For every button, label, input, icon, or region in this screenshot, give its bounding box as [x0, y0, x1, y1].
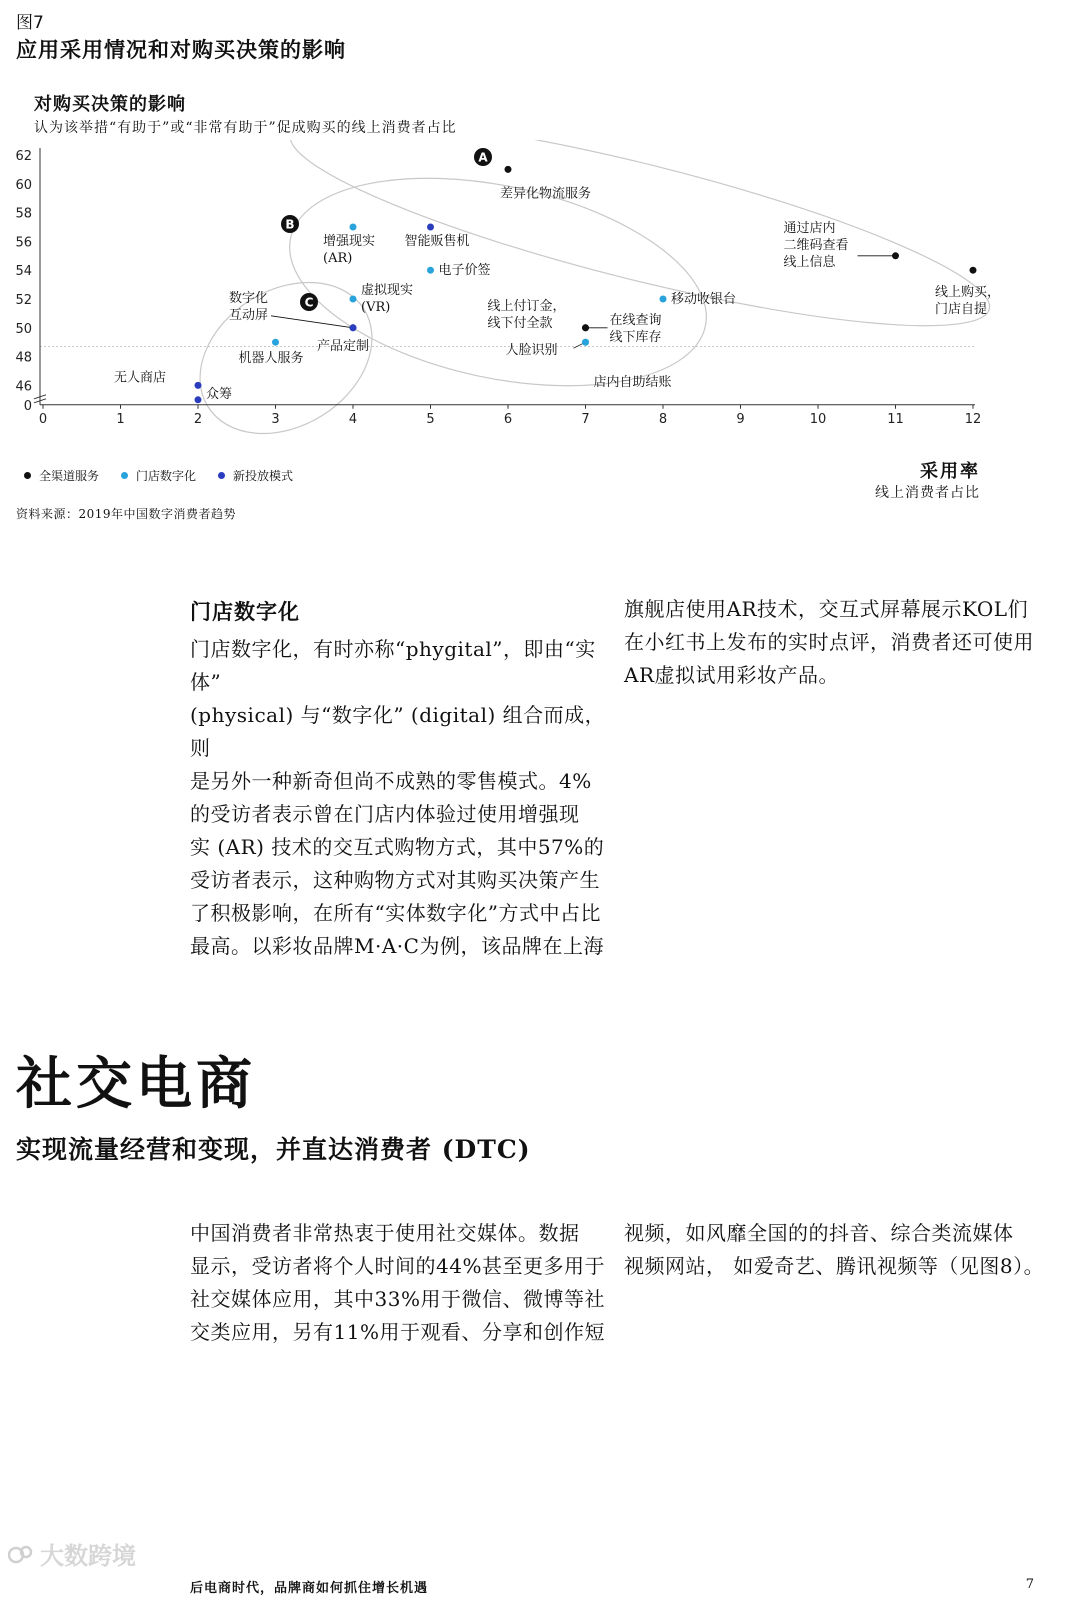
watermark-logo-icon: [8, 1543, 34, 1565]
x-axis-sublabel: 线上消费者占比: [875, 485, 980, 501]
data-point: [892, 252, 899, 259]
legend-item-new-delivery: [218, 467, 293, 484]
section1-left-line: 门店数字化，有时亦称“phygital”，即由“实体”: [190, 637, 596, 694]
data-point: [195, 382, 202, 389]
section2-right-paragraph: [624, 1217, 1054, 1283]
x-tick-label: 5: [426, 411, 435, 427]
x-tick-label: 1: [116, 411, 125, 427]
y-tick-label: 46: [15, 379, 32, 395]
data-point-label: 线下付全款: [487, 315, 553, 331]
section1-left-column: [190, 633, 610, 963]
legend-dot-omnichannel: [24, 472, 31, 479]
section1-right-line: 在小红书上发布的实时点评，消费者还可使用: [624, 630, 1034, 654]
chart-subtitle: 认为该举措“有助于”或“非常有助于”促成购买的线上消费者占比: [34, 120, 457, 136]
data-point: [195, 396, 202, 403]
data-point-label: 线上购买，: [935, 285, 1001, 301]
data-point-label: 增强现实: [323, 234, 376, 249]
data-point: [970, 267, 977, 274]
data-point-label: 互动屏: [229, 307, 269, 323]
section2-right-line: 视频，如风靡全国的的抖音、综合类流媒体: [624, 1221, 1014, 1245]
y-tick-label: 48: [15, 350, 32, 366]
data-point: [272, 339, 279, 346]
section1-left-line: 的受访者表示曾在门店内体验过使用增强现: [190, 802, 580, 826]
data-point-label: 线上付订金，: [487, 298, 566, 314]
y-tick-label: 56: [15, 235, 32, 251]
section1-left-line: 最高。以彩妆品牌M·A·C为例，该品牌在上海: [190, 934, 604, 958]
data-point-label: (AR): [323, 251, 353, 266]
legend-item-store-digital: [121, 467, 196, 484]
data-point-label: 差异化物流服务: [500, 186, 592, 202]
data-point-label: 在线查询: [609, 312, 662, 328]
data-point-label: 智能贩售机: [404, 234, 470, 249]
y-tick-label: 50: [15, 321, 32, 337]
data-point-label: 通过店内: [783, 220, 836, 236]
watermark-text: 大数跨境: [40, 1542, 136, 1570]
legend-label-omnichannel: 全渠道服务: [39, 469, 100, 483]
x-tick-label: 9: [736, 411, 745, 427]
data-point: [582, 339, 589, 346]
scatter-chart: [0, 140, 1080, 450]
data-point: [660, 296, 667, 303]
footer-title: 后电商时代，品牌商如何抓住增长机遇: [190, 1581, 429, 1596]
x-tick-label: 11: [887, 411, 904, 427]
data-point: [582, 324, 589, 331]
section2-left-column: [190, 1217, 610, 1349]
watermark: [8, 1536, 136, 1571]
x-tick-label: 7: [581, 411, 590, 427]
section1-left-line: 是另外一种新奇但尚不成熟的零售模式。4%: [190, 769, 592, 793]
x-axis-label: 采用率: [920, 461, 980, 482]
data-point: [427, 224, 434, 231]
x-tick-label: 6: [503, 411, 513, 427]
data-point-label: 移动收银台: [671, 292, 737, 307]
data-point: [350, 296, 357, 303]
y-tick-label: 0: [23, 398, 32, 414]
section2-right-line: 视频网站， 如爱奇艺、腾讯视频等（见图8）。: [624, 1254, 1045, 1278]
section-title-social-commerce: 社交电商: [16, 1051, 256, 1117]
x-tick-label: 10: [809, 411, 827, 427]
group-badge-letter: C: [304, 295, 314, 310]
data-point: [427, 267, 434, 274]
y-tick-label: 54: [15, 264, 32, 280]
data-point-label: 众筹: [206, 386, 233, 402]
x-tick-label: 3: [271, 411, 280, 427]
y-tick-label: 60: [15, 177, 32, 193]
x-tick-label: 8: [658, 411, 668, 427]
source-note: 资料来源：2019年中国数字消费者趋势: [16, 507, 237, 521]
legend-dot-store-digital: [121, 472, 128, 479]
x-tick-label: 0: [38, 411, 48, 427]
section2-left-line: 社交媒体应用，其中33%用于微信、微博等社: [190, 1287, 605, 1311]
section1-left-line: 实 (AR) 技术的交互式购物方式，其中57%的: [190, 835, 605, 859]
data-point-label: 无人商店: [114, 370, 167, 386]
figure-title: 应用采用情况和对购买决策的影响: [16, 37, 346, 62]
chart-legend: [24, 467, 293, 484]
x-tick-label: 2: [193, 411, 203, 427]
data-point-label: 电子价签: [438, 263, 491, 279]
data-point-label: 人脸识别: [505, 343, 558, 359]
section1-right-line: AR虚拟试用彩妆产品。: [624, 663, 840, 687]
group-badge-letter: B: [285, 217, 295, 232]
group-badge-letter: A: [478, 150, 488, 165]
section1-left-line: (physical) 与“数字化” (digital) 组合而成，则: [190, 703, 606, 760]
data-point-label: 机器人服务: [238, 351, 304, 367]
data-point-label: 门店自提: [935, 302, 988, 318]
data-point: [350, 224, 357, 231]
section1-right-paragraph: [624, 593, 1044, 692]
section2-left-line: 显示，受访者将个人时间的44%甚至更多用于: [190, 1254, 605, 1278]
section2-left-line: 中国消费者非常热衷于使用社交媒体。数据: [190, 1221, 580, 1245]
section2-right-column: [624, 1217, 1054, 1283]
section1-right-column: [624, 593, 1044, 692]
legend-dot-new-delivery: [218, 472, 225, 479]
leader-line: [271, 316, 353, 328]
x-tick-label: 4: [348, 411, 358, 427]
chart-title: 对购买决策的影响: [34, 94, 186, 115]
data-point-label: 店内自助结账: [593, 375, 672, 391]
section-subtitle: 实现流量经营和变现，并直达消费者 (DTC): [16, 1135, 531, 1164]
legend-item-omnichannel: [24, 467, 99, 484]
legend-label-store-digital: 门店数字化: [136, 469, 197, 483]
x-tick-label: 12: [964, 411, 982, 427]
data-point-label: 二维码查看: [783, 237, 849, 253]
data-point-label: 数字化: [229, 290, 269, 306]
section2-left-paragraph: [190, 1217, 610, 1349]
data-point: [350, 324, 357, 331]
legend-label-new-delivery: 新投放模式: [233, 469, 294, 483]
y-tick-label: 62: [15, 149, 32, 164]
section-heading-store-digital: 门店数字化: [190, 599, 300, 624]
section1-left-paragraph: [190, 633, 610, 963]
data-point-label: 线上信息: [783, 254, 836, 270]
section1-left-line: 受访者表示，这种购物方式对其购买决策产生: [190, 868, 600, 892]
data-point: [505, 166, 512, 173]
data-point-label: (VR): [361, 300, 391, 315]
section1-left-line: 了积极影响，在所有“实体数字化”方式中占比: [190, 901, 601, 925]
y-tick-label: 52: [15, 293, 32, 308]
figure-label: 图7: [16, 13, 44, 33]
section1-right-line: 旗舰店使用AR技术，交互式屏幕展示KOL们: [624, 597, 1029, 621]
section2-left-line: 交类应用，另有11%用于观看、分享和创作短: [190, 1320, 605, 1344]
data-point-label: 产品定制: [317, 338, 370, 354]
data-point-label: 线下库存: [609, 329, 662, 345]
data-point-label: 虚拟现实: [361, 283, 414, 298]
page-number: 7: [1025, 1577, 1034, 1592]
y-tick-label: 58: [15, 206, 32, 222]
